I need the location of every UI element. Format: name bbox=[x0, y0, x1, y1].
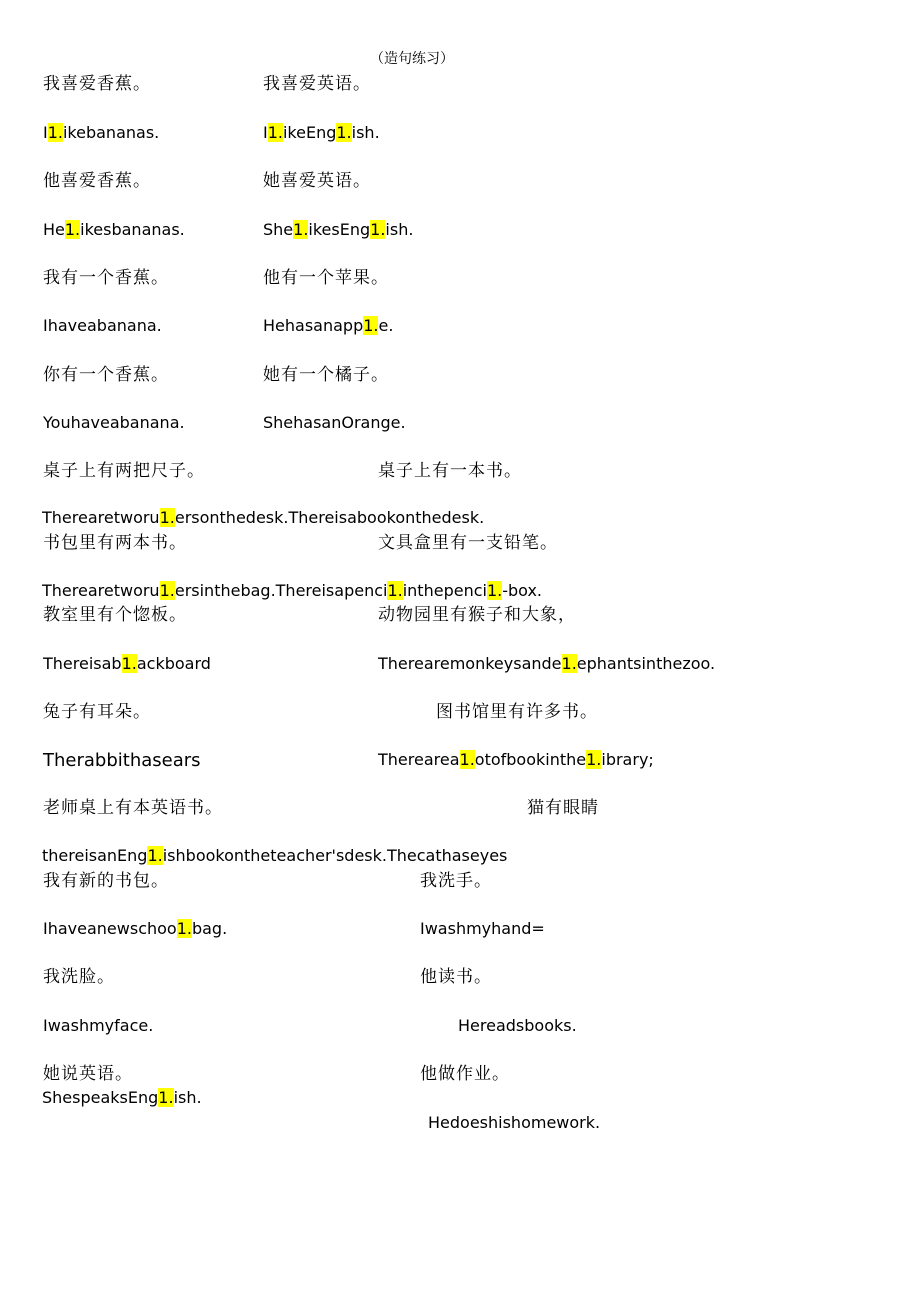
english-sentence: He1.ikesbananas. bbox=[43, 220, 185, 239]
highlighted-text: 1. bbox=[293, 220, 309, 239]
english-sentence: ShespeaksEng1.ish. bbox=[42, 1088, 202, 1107]
english-sentence: Youhaveabanana. bbox=[43, 413, 185, 432]
english-sentence: I1.ikebananas. bbox=[43, 123, 160, 142]
english-sentence: Therearetworu1.ersinthebag.Thereisapenci1.inthepenci1.-box. bbox=[42, 581, 542, 600]
chinese-sentence: 你有一个香蕉。 bbox=[43, 365, 169, 385]
chinese-sentence: 兔子有耳朵。 bbox=[43, 702, 151, 722]
chinese-sentence: 桌子上有两把尺子。 bbox=[43, 461, 205, 481]
highlighted-text: 1. bbox=[363, 316, 379, 335]
chinese-sentence: 他读书。 bbox=[420, 967, 492, 987]
chinese-sentence: 他喜爱香蕉。 bbox=[43, 171, 151, 191]
english-sentence: Therearea1.otofbookinthe1.ibrary; bbox=[378, 750, 654, 769]
english-sentence: ShehasanOrange. bbox=[263, 413, 406, 432]
highlighted-text: 1. bbox=[158, 1088, 174, 1107]
english-sentence: Thereisab1.ackboard bbox=[43, 654, 211, 673]
highlighted-text: 1. bbox=[159, 508, 175, 527]
chinese-sentence: 教室里有个惚板。 bbox=[43, 605, 187, 625]
english-sentence: thereisanEng1.ishbookontheteacher'sdesk.Thecathaseyes bbox=[42, 846, 508, 865]
chinese-sentence: 她有一个橘子。 bbox=[263, 365, 389, 385]
english-sentence: I1.ikeEng1.ish. bbox=[263, 123, 380, 142]
highlighted-text: 1. bbox=[486, 581, 503, 600]
chinese-sentence: 猫有眼睛 bbox=[527, 798, 599, 818]
chinese-sentence: 我喜爱香蕉。 bbox=[43, 74, 151, 94]
english-sentence: Ihaveanewschoo1.bag. bbox=[43, 919, 228, 938]
english-sentence: Therearetworu1.ersonthedesk.Thereisabookonthedesk. bbox=[42, 508, 485, 527]
highlighted-text: 1. bbox=[121, 654, 137, 673]
chinese-sentence: 我洗脸。 bbox=[43, 967, 115, 987]
chinese-sentence: 图书馆里有许多书。 bbox=[436, 702, 598, 722]
highlighted-text: 1. bbox=[336, 123, 352, 142]
english-sentence: Therabbithasears bbox=[43, 750, 201, 771]
highlighted-text: 1. bbox=[561, 654, 577, 673]
english-sentence: Iwashmyhand= bbox=[420, 919, 545, 938]
chinese-sentence: 她说英语。 bbox=[43, 1064, 133, 1084]
highlighted-text: 1. bbox=[387, 581, 403, 600]
english-sentence: Hehasanapp1.e. bbox=[263, 316, 394, 335]
highlighted-text: 1. bbox=[147, 846, 163, 865]
chinese-sentence: 我洗手。 bbox=[420, 871, 492, 891]
chinese-sentence: 文具盒里有一支铅笔。 bbox=[378, 533, 558, 553]
chinese-sentence: 书包里有两本书。 bbox=[43, 533, 187, 553]
chinese-sentence: 我有新的书包。 bbox=[43, 871, 169, 891]
highlighted-text: 1. bbox=[267, 123, 283, 142]
chinese-sentence: 他做作业。 bbox=[420, 1064, 510, 1084]
chinese-sentence: 桌子上有一本书。 bbox=[378, 461, 522, 481]
chinese-sentence: 她喜爱英语。 bbox=[263, 171, 371, 191]
highlighted-text: 1. bbox=[459, 750, 475, 769]
english-sentence: Ihaveabanana. bbox=[43, 316, 162, 335]
highlighted-text: 1. bbox=[47, 123, 63, 142]
english-sentence: Hedoeshishomework. bbox=[428, 1113, 601, 1132]
highlighted-text: 1. bbox=[586, 750, 602, 769]
highlighted-text: 1. bbox=[64, 220, 81, 239]
chinese-sentence: 老师桌上有本英语书。 bbox=[43, 798, 223, 818]
highlighted-text: 1. bbox=[370, 220, 386, 239]
english-sentence: Iwashmyface. bbox=[43, 1016, 154, 1035]
chinese-sentence: 动物园里有猴子和大象， bbox=[378, 605, 576, 625]
english-sentence: She1.ikesEng1.ish. bbox=[263, 220, 414, 239]
page-title: （造句练习） bbox=[370, 51, 454, 67]
english-sentence: Therearemonkeysande1.ephantsinthezoo. bbox=[378, 654, 716, 673]
chinese-sentence: 他有一个苹果。 bbox=[263, 268, 389, 288]
chinese-sentence: 我有一个香蕉。 bbox=[43, 268, 169, 288]
highlighted-text: 1. bbox=[159, 581, 175, 600]
highlighted-text: 1. bbox=[176, 919, 192, 938]
english-sentence: Hereadsbooks. bbox=[458, 1016, 577, 1035]
chinese-sentence: 我喜爱英语。 bbox=[263, 74, 371, 94]
